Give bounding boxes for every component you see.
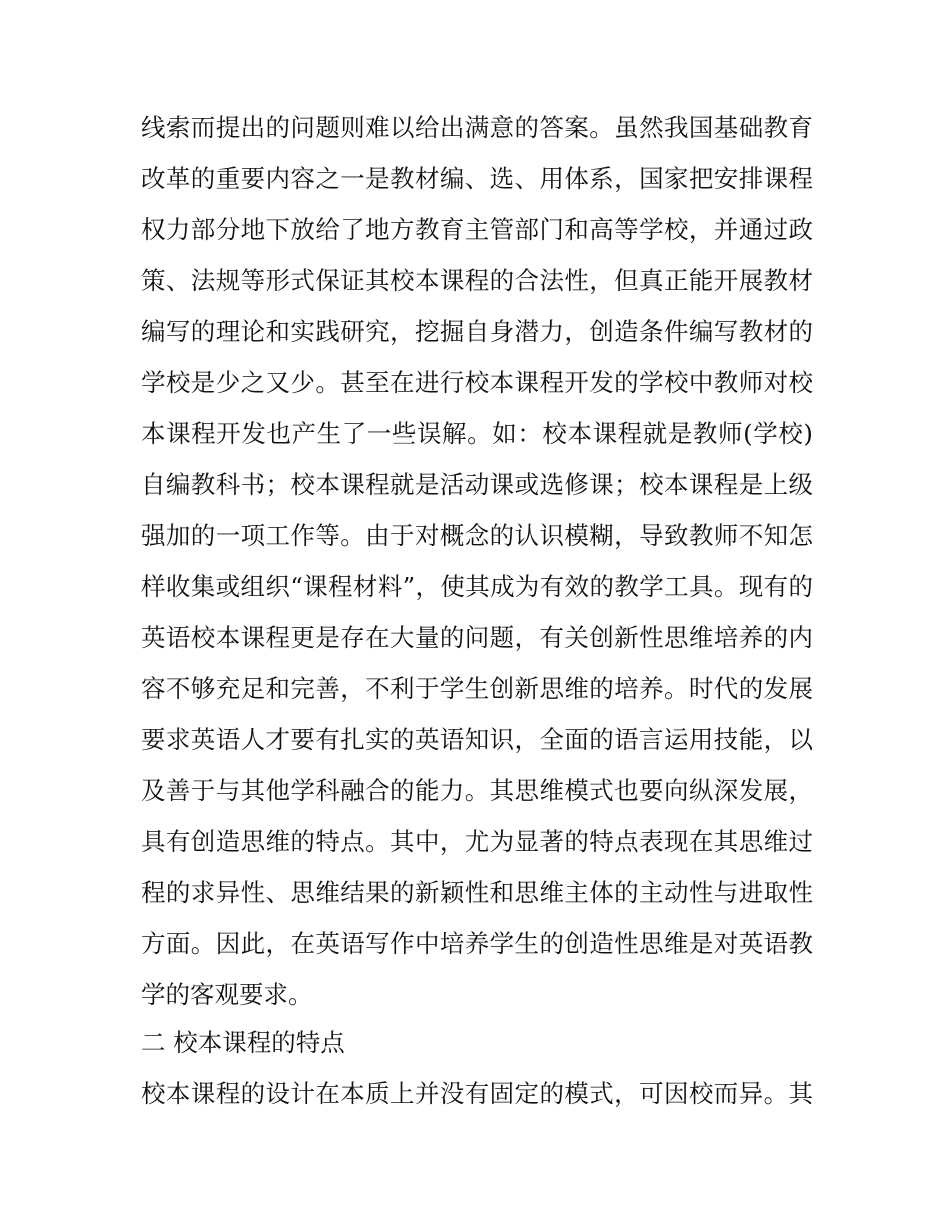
paragraph-line: 具有创造思维的特点。其中，尤为显著的特点表现在其思维过 — [141, 827, 813, 856]
paragraph-line: 线索而提出的问题则难以给出满意的答案。虽然我国基础教育 — [141, 113, 813, 142]
paragraph-line: 改革的重要内容之一是教材编、选、用体系，国家把安排课程 — [141, 164, 813, 193]
paragraph-line: 本课程开发也产生了一些误解。如：校本课程就是教师(学校) — [141, 419, 813, 448]
paragraph-line: 策、法规等形式保证其校本课程的合法性，但真正能开展教材 — [141, 266, 813, 295]
paragraph-line: 及善于与其他学科融合的能力。其思维模式也要向纵深发展， — [141, 776, 813, 805]
paragraph-line: 程的求异性、思维结果的新颖性和思维主体的主动性与进取性 — [141, 878, 813, 907]
paragraph-line: 样收集或组织“课程材料”，使其成为有效的教学工具。现有的 — [141, 572, 813, 601]
paragraph-line: 要求英语人才要有扎实的英语知识，全面的语言运用技能，以 — [141, 725, 813, 754]
paragraph-line: 英语校本课程更是存在大量的问题，有关创新性思维培养的内 — [141, 623, 813, 652]
paragraph-line: 学的客观要求。 — [141, 980, 313, 1009]
paragraph-line: 容不够充足和完善，不利于学生创新思维的培养。时代的发展 — [141, 674, 813, 703]
paragraph-line: 编写的理论和实践研究，挖掘自身潜力，创造条件编写教材的 — [141, 317, 813, 346]
paragraph-line: 自编教科书；校本课程就是活动课或选修课；校本课程是上级 — [141, 470, 813, 499]
paragraph-line: 权力部分地下放给了地方教育主管部门和高等学校，并通过政 — [141, 215, 813, 244]
paragraph-line: 学校是少之又少。甚至在进行校本课程开发的学校中教师对校 — [141, 368, 813, 397]
paragraph-line: 校本课程的设计在本质上并没有固定的模式，可因校而异。其 — [141, 1079, 813, 1108]
paragraph-line: 强加的一项工作等。由于对概念的认识模糊，导致教师不知怎 — [141, 521, 813, 550]
paragraph-line: 方面。因此，在英语写作中培养学生的创造性思维是对英语教 — [141, 929, 813, 958]
section-heading: 二 校本课程的特点 — [141, 1028, 345, 1057]
